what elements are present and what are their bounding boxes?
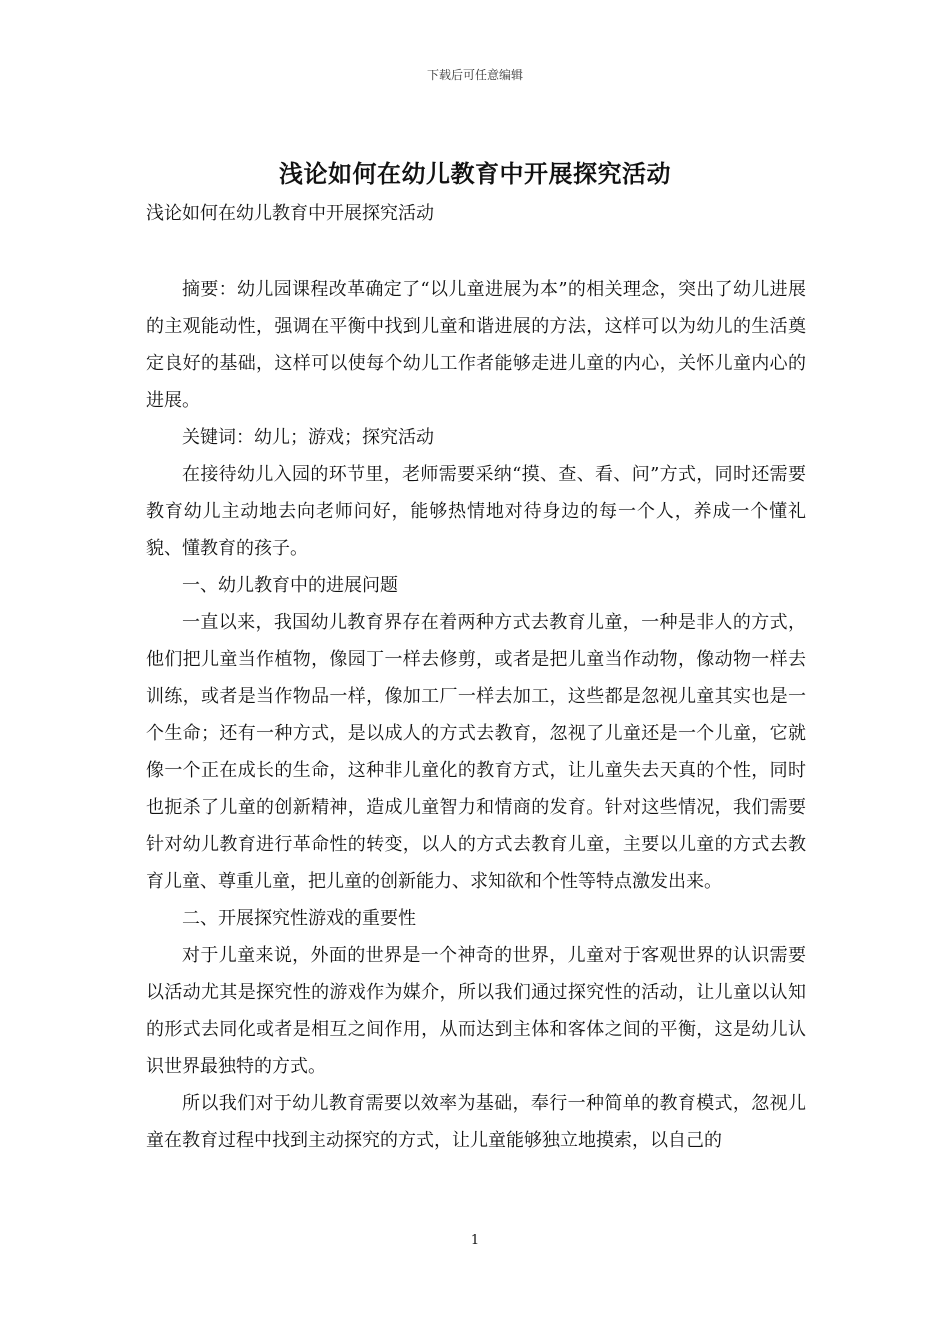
page-number: 1 bbox=[470, 1233, 480, 1248]
section-heading-2: 二、开展探究性游戏的重要性 bbox=[182, 908, 416, 929]
document-body bbox=[146, 271, 806, 1159]
document-subtitle: 浅论如何在幼儿教育中开展探究活动 bbox=[146, 203, 434, 224]
header-note: 下载后可任意编辑 bbox=[426, 68, 523, 82]
abstract-paragraph: 摘要：幼儿园课程改革确定了“以儿童进展为本”的相关理念，突出了幼儿进展的主观能动性，强调在平衡中找到儿童和谐进展的方法，这样可以为幼儿的生活奠定良好的基础，这样可以使每个幼儿工作者能够走进儿童的内心，关怀儿童内心的进展。 bbox=[146, 279, 806, 411]
section-2-paragraph-2: 所以我们对于幼儿教育需要以效率为基础，奉行一种简单的教育模式，忽视儿童在教育过程中找到主动探究的方式，让儿童能够独立地摸索，以自己的 bbox=[146, 1093, 806, 1151]
section-2-paragraph-1: 对于儿童来说，外面的世界是一个神奇的世界，儿童对于客观世界的认识需要以活动尤其是探究性的游戏作为媒介，所以我们通过探究性的活动，让儿童以认知的形式去同化或者是相互之间作用，从而达到主体和客体之间的平衡，这是幼儿认识世界最独特的方式。 bbox=[146, 945, 806, 1077]
document-title: 浅论如何在幼儿教育中开展探究活动 bbox=[279, 159, 671, 188]
section-heading-1: 一、幼儿教育中的进展问题 bbox=[182, 575, 398, 596]
section-1-paragraph: 一直以来，我国幼儿教育界存在着两种方式去教育儿童，一种是非人的方式，他们把儿童当作植物，像园丁一样去修剪，或者是把儿童当作动物，像动物一样去训练，或者是当作物品一样，像加工厂一样去加工，这些都是忽视儿童其实也是一个生命；还有一种方式，是以成人的方式去教育，忽视了儿童还是一个儿童，它就像一个正在成长的生命，这种非儿童化的教育方式，让儿童失去天真的个性，同时也扼杀了儿童的创新精神，造成儿童智力和情商的发育。针对这些情况，我们需要针对幼儿教育进行革命性的转变，以人的方式去教育儿童，主要以儿童的方式去教育儿童、尊重儿童，把儿童的创新能力、求知欲和个性等特点激发出来。 bbox=[146, 612, 806, 892]
keywords-paragraph: 关键词：幼儿；游戏；探究活动 bbox=[182, 427, 434, 448]
intro-paragraph: 在接待幼儿入园的环节里，老师需要采纳“摸、查、看、问”方式，同时还需要教育幼儿主动地去向老师问好，能够热情地对待身边的每一个人，养成一个懂礼貌、懂教育的孩子。 bbox=[146, 464, 806, 559]
